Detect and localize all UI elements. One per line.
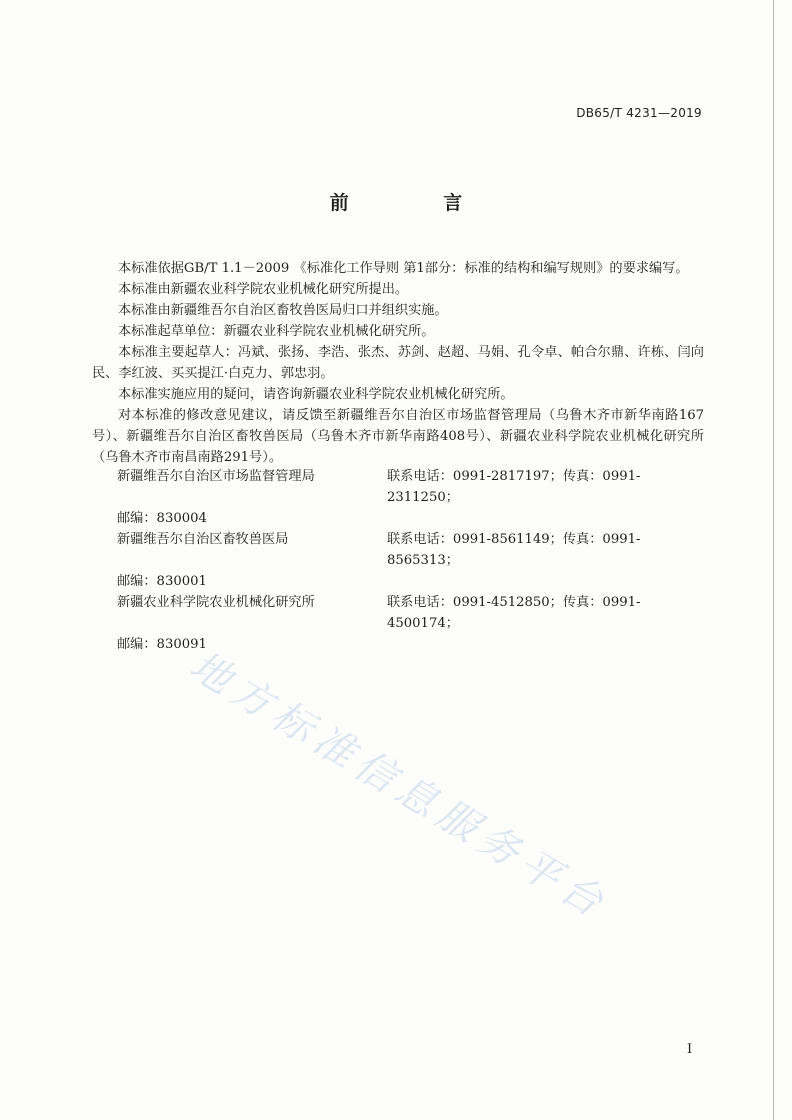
paragraph-drafting-unit: 本标准起草单位：新疆农业科学院农业机械化研究所。 — [118, 324, 435, 339]
foreword-body — [92, 258, 704, 468]
page-title: 前 言 — [329, 192, 507, 214]
contact-phone-fax: 联系电话：0991-2817197；传真：0991-2311250； — [387, 469, 641, 505]
contact-postcode: 邮编：830091 — [117, 637, 207, 652]
contact-postcode: 邮编：830004 — [117, 511, 207, 526]
contact-org: 新疆维吾尔自治区畜牧兽医局 — [117, 532, 289, 547]
contact-list — [117, 466, 707, 655]
paragraph-inquiry: 本标准实施应用的疑问，请咨询新疆农业科学院农业机械化研究所。 — [118, 387, 514, 402]
paragraph-drafters: 本标准主要起草人：冯斌、张扬、李浩、张杰、苏剑、赵超、马娟、孔令卓、帕合尔鼎、许栋、闫向民、李红波、买买提江·白克力、郭忠羽。 — [92, 345, 704, 381]
scan-border — [773, 0, 774, 1120]
paragraph-basis: 本标准依据GB/T 1.1－2009 《标准化工作导则 第1部分：标准的结构和编写规则》的要求编写。 — [118, 261, 689, 276]
watermark: 地方标准信息服务平台 — [181, 642, 617, 930]
paragraph-feedback: 对本标准的修改意见建议，请反馈至新疆维吾尔自治区市场监督管理局（乌鲁木齐市新华南路167号）、新疆维吾尔自治区畜牧兽医局（乌鲁木齐市新华南路408号）、新疆农业科学院农业机械化研究所（乌鲁木齐市南昌南路291号）。 — [92, 408, 704, 465]
contact-phone-fax: 联系电话：0991-4512850；传真：0991-4500174； — [387, 595, 641, 631]
contact-row — [117, 529, 707, 571]
standard-code: DB65/T 4231—2019 — [576, 106, 702, 120]
contact-phone-fax: 联系电话：0991-8561149；传真：0991-8565313； — [387, 532, 641, 568]
paragraph-administrator: 本标准由新疆维吾尔自治区畜牧兽医局归口并组织实施。 — [118, 303, 448, 318]
contact-org: 新疆维吾尔自治区市场监督管理局 — [117, 469, 315, 484]
paragraph-proposer: 本标准由新疆农业科学院农业机械化研究所提出。 — [118, 282, 409, 297]
contact-postcode: 邮编：830001 — [117, 574, 207, 589]
contact-row — [117, 466, 707, 508]
contact-org: 新疆农业科学院农业机械化研究所 — [117, 595, 315, 610]
page-number: I — [687, 1042, 693, 1057]
contact-row — [117, 592, 707, 634]
